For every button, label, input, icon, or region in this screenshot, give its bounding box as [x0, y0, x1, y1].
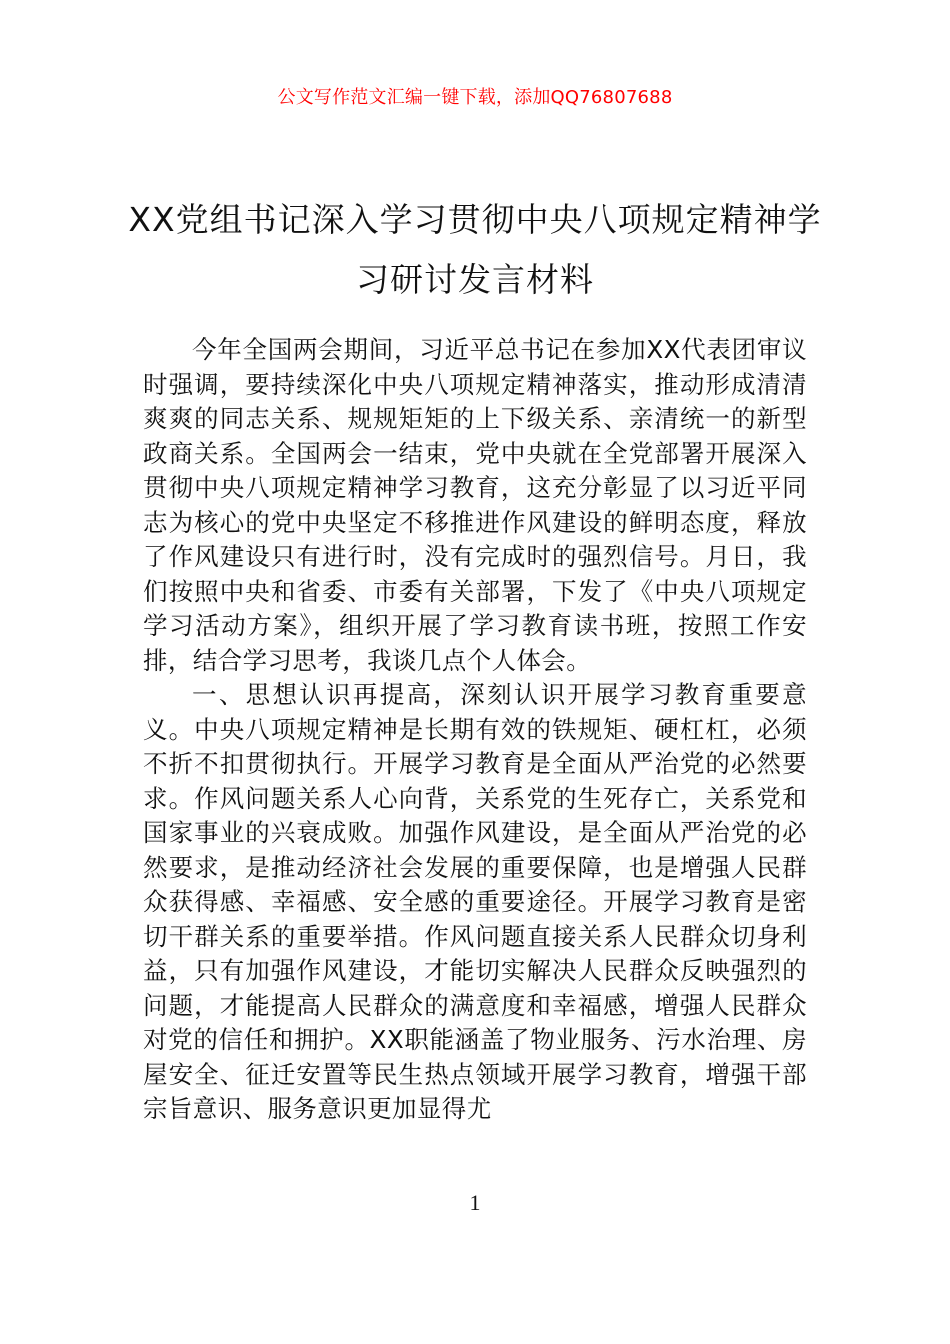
- document-body: [143, 333, 807, 1127]
- page-number: 1: [469, 1190, 481, 1215]
- body-paragraph-1: 今年全国两会期间，习近平总书记在参加XX代表团审议时强调，要持续深化中央八项规定精神落实，推动形成清清爽爽的同志关系、规规矩矩的上下级关系、亲清统一的新型政商关系。全国两会一结束，党中央就在全党部署开展深入贯彻中央八项规定精神学习教育，这充分彰显了以习近平同志为核心的党中央坚定不移推进作风建设的鲜明态度，释放了作风建设只有进行时，没有完成时的强烈信号。月日，我们按照中央和省委、市委有关部署，下发了《中央八项规定学习活动方案》，组织开展了学习教育读书班，按照工作安排，结合学习思考，我谈几点个人体会。: [143, 335, 807, 675]
- document-title: XX党组书记深入学习贯彻中央八项规定精神学习研讨发言材料: [128, 200, 822, 300]
- body-paragraph-2: 一、思想认识再提高，深刻认识开展学习教育重要意义。中央八项规定精神是长期有效的铁规矩、硬杠杠，必须不折不扣贯彻执行。开展学习教育是全面从严治党的必然要求。作风问题关系人心向背，关系党的生死存亡，关系党和国家事业的兴衰成败。加强作风建设，是全面从严治党的必然要求，是推动经济社会发展的重要保障，也是增强人民群众获得感、幸福感、安全感的重要途径。开展学习教育是密切干群关系的重要举措。作风问题直接关系人民群众切身利益，只有加强作风建设，才能切实解决人民群众反映强烈的问题，才能提高人民群众的满意度和幸福感，增强人民群众对党的信任和拥护。XX职能涵盖了物业服务、污水治理、房屋安全、征迁安置等民生热点领域开展学习教育，增强干部宗旨意识、服务意识更加显得尤: [143, 680, 807, 1123]
- header-ad-text: 公文写作范文汇编一键下载，添加QQ76807688: [277, 87, 673, 108]
